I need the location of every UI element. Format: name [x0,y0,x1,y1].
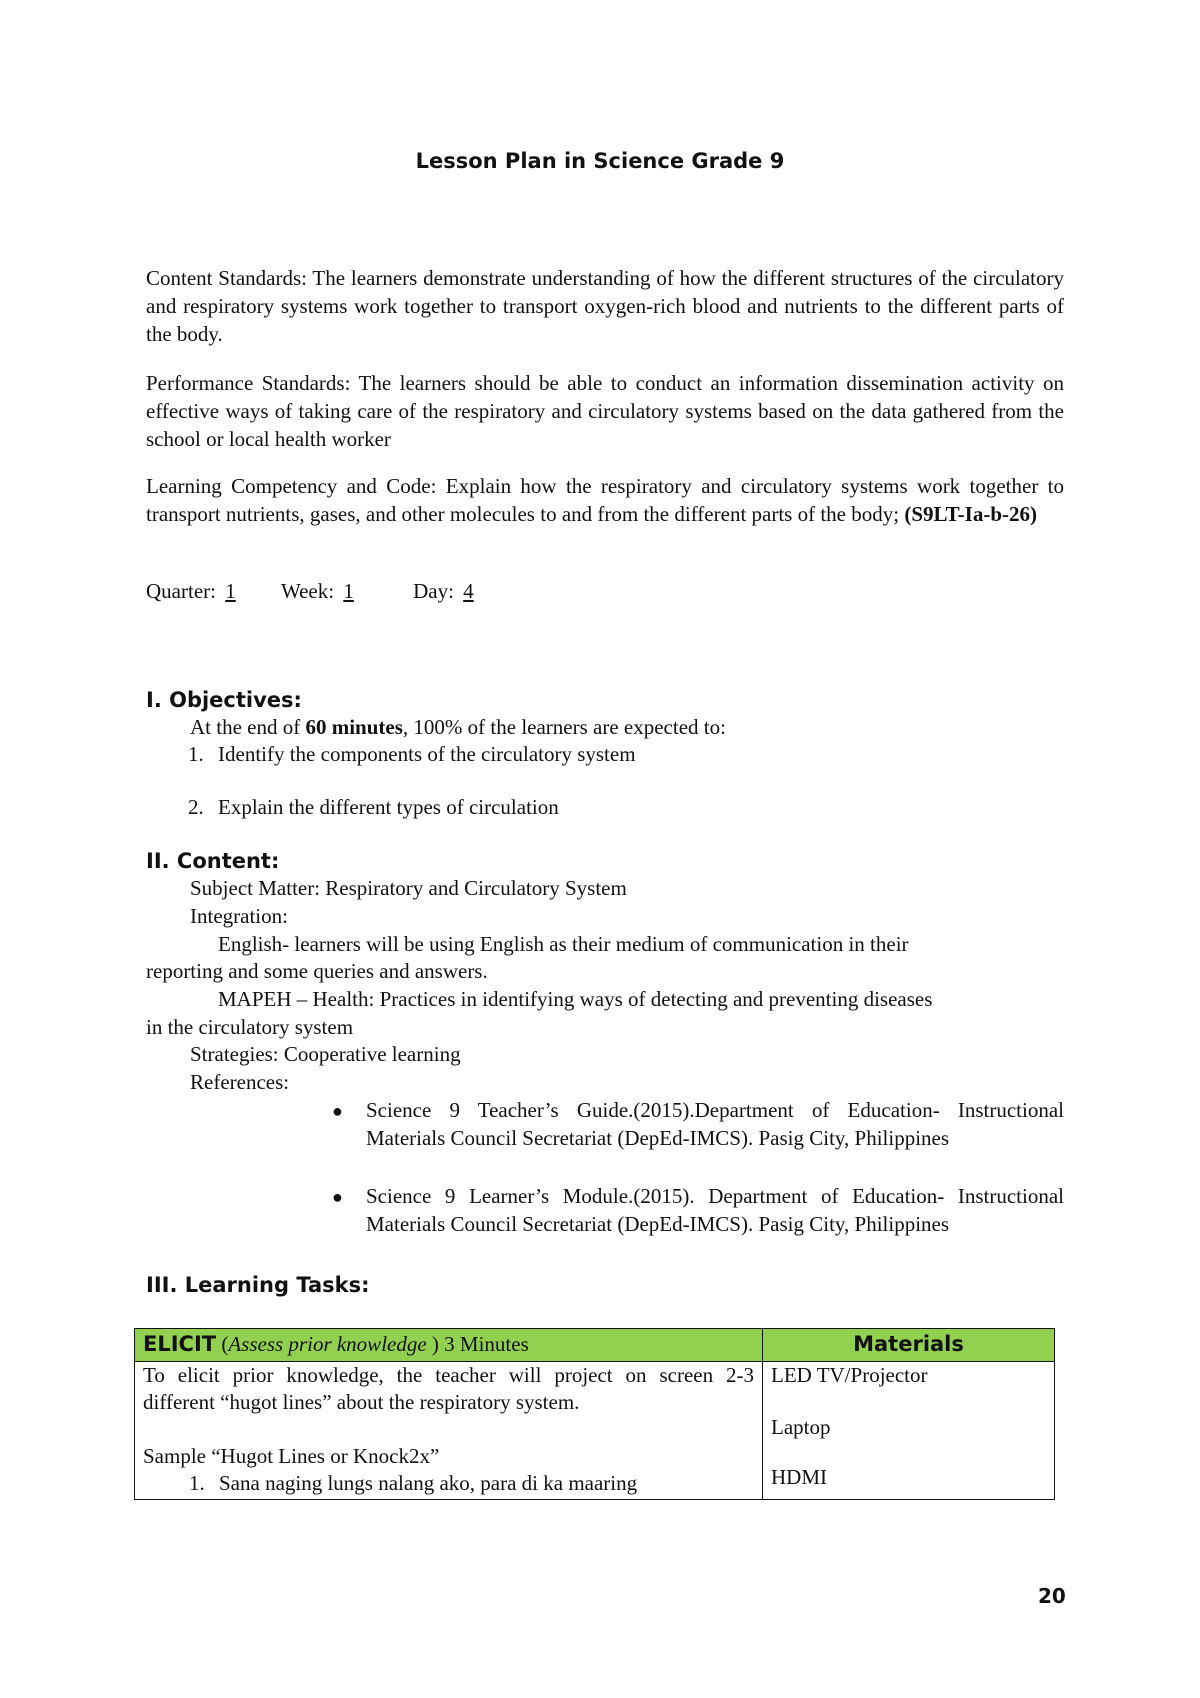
material-item: Laptop [771,1415,831,1439]
sample-item [143,1470,754,1497]
table-row [135,1362,1055,1500]
sample-item-number: 1. [189,1471,205,1495]
schedule-row [146,577,474,605]
learning-competency [146,472,1064,528]
strategies: Strategies: Cooperative learning [190,1042,461,1066]
material-item: LED TV/Projector [771,1363,928,1387]
sample-item-text: Sana naging lungs nalang ako, para di ka maaring [219,1471,638,1495]
integration-english-line2: reporting and some queries and answers. [146,959,488,983]
reference-item-1: Science 9 Teacher’s Guide.(2015).Department of Education- Instructional Materials Council Secretariat (DepEd-IMCS). Pasig City, Philippines [366,1098,1064,1150]
week-value: 1 [343,579,354,603]
objectives-heading: I. Objectives: [146,688,302,712]
objectives-intro-after: , 100% of the learners are expected to: [402,715,726,739]
integration-mapeh-line1: MAPEH – Health: Practices in identifying ways of detecting and preventing diseases [218,987,933,1011]
week-label: Week: [280,579,335,603]
integration-english-line1: English- learners will be using English as their medium of communication in their [218,932,909,956]
objective-text: Explain the different types of circulation [218,795,559,819]
performance-standards: Performance Standards: The learners should be able to conduct an information dissemination activity on effective ways of taking care of the respiratory and circulatory systems based on the data gathered from the school or local health worker [146,371,1064,451]
objectives-intro [190,713,726,741]
quarter-value: 1 [225,579,236,603]
page-number: 20 [1038,1584,1066,1608]
learning-competency-prefix: Learning Competency and Code: [146,474,446,498]
objective-text: Identify the components of the circulatory system [218,742,636,766]
reference-item-2: Science 9 Learner’s Module.(2015). Department of Education- Instructional Materials Council Secretariat (DepEd-IMCS). Pasig City, Philippines [366,1184,1064,1236]
learning-competency-text: Explain how the respiratory and circulatory systems work together to transport nutrients, gases, and other molecules to and from the different parts of the body; [146,474,1064,526]
sample-label: Sample “Hugot Lines or Knock2x” [143,1444,440,1468]
objective-number: 2. [188,795,204,819]
objective-item-2 [188,793,559,821]
day-value: 4 [463,579,474,603]
material-item: HDMI [771,1465,827,1489]
content-heading: II. Content: [146,849,280,873]
subject-matter: Subject Matter: Respiratory and Circulatory System [190,876,627,900]
elicit-body-text: To elicit prior knowledge, the teacher will project on screen 2-3 different “hugot lines” about the respiratory system. [143,1363,754,1414]
objectives-intro-bold: 60 minutes [305,715,403,739]
bullet-icon: ● [332,1101,343,1121]
objective-item-1 [188,740,636,768]
objective-number: 1. [188,742,204,766]
integration-label: Integration: [190,904,288,928]
quarter-label: Quarter: [146,579,216,603]
learning-tasks-table [134,1328,1055,1500]
objectives-intro-before: At the end of [190,715,306,739]
table-header-row [135,1329,1055,1362]
learning-tasks-heading: III. Learning Tasks: [146,1273,370,1297]
page-title: Lesson Plan in Science Grade 9 [415,149,785,173]
integration-mapeh-line2: in the circulatory system [146,1015,354,1039]
elicit-label: ELICIT [143,1332,217,1356]
materials-header: Materials [763,1329,1055,1362]
elicit-body-cell [135,1362,763,1500]
content-standards: Content Standards: The learners demonstrate understanding of how the different structures of the circulatory and respiratory systems work together to transport oxygen-rich blood and nutrients to the different parts of the body. [146,266,1064,346]
bullet-icon: ● [332,1187,343,1207]
elicit-duration: 3 Minutes [444,1332,529,1356]
day-label: Day: [413,579,454,603]
materials-cell [763,1362,1055,1500]
learning-competency-code: (S9LT-Ia-b-26) [904,502,1037,526]
elicit-header: ELICIT (Assess prior knowledge ) 3 Minutes [135,1329,763,1362]
references-label: References: [190,1070,290,1094]
elicit-subtitle: Assess prior knowledge [228,1332,427,1356]
